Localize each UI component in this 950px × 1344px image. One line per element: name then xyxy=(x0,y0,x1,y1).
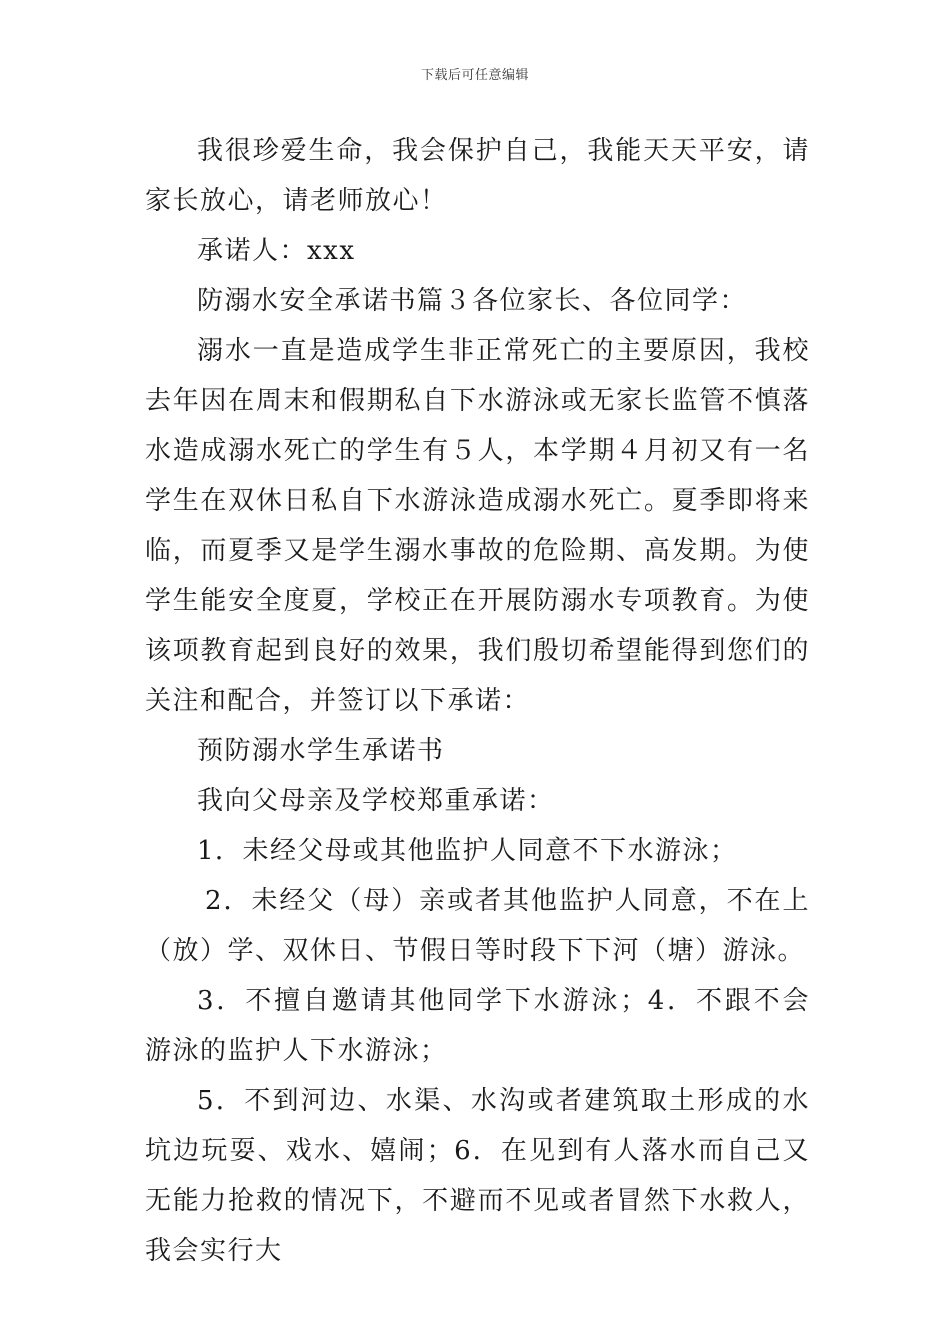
paragraph-signatory: 承诺人：xxx xyxy=(197,236,356,266)
page-header-note: 下载后可任意编辑 xyxy=(420,68,529,83)
list-item-2: 2．未经父（母）亲或者其他监护人同意，不在上（放）学、双休日、节假日等时段下下河（塘）游泳。 xyxy=(145,886,810,966)
paragraph-pledge-title: 预防溺水学生承诺书 xyxy=(197,736,445,766)
document-body xyxy=(145,126,810,1276)
list-item-1: 1．未经父母或其他监护人同意不下水游泳； xyxy=(197,836,738,866)
list-item-3-4: 3．不擅自邀请其他同学下水游泳；4．不跟不会游泳的监护人下水游泳； xyxy=(145,986,810,1066)
paragraph-pledge-closing: 我很珍爱生命，我会保护自己，我能天天平安，请家长放心，请老师放心！ xyxy=(145,136,810,216)
paragraph-section-heading: 防溺水安全承诺书篇３各位家长、各位同学： xyxy=(197,286,748,316)
list-item-5-6: 5．不到河边、水渠、水沟或者建筑取土形成的水坑边玩耍、戏水、嬉闹；6．在见到有人落水而自己又无能力抢救的情况下，不避而不见或者冒然下水救人，我会实行大 xyxy=(145,1086,810,1266)
paragraph-pledge-opening: 我向父母亲及学校郑重承诺： xyxy=(197,786,555,816)
paragraph-introduction: 溺水一直是造成学生非正常死亡的主要原因，我校去年因在周末和假期私自下水游泳或无家长监管不慎落水造成溺水死亡的学生有５人，本学期４月初又有一名学生在双休日私自下水游泳造成溺水死亡。夏季即将来临，而夏季又是学生溺水事故的危险期、高发期。为使学生能安全度夏，学校正在开展防溺水专项教育。为使该项教育起到良好的效果，我们殷切希望能得到您们的关注和配合，并签订以下承诺： xyxy=(145,336,810,716)
